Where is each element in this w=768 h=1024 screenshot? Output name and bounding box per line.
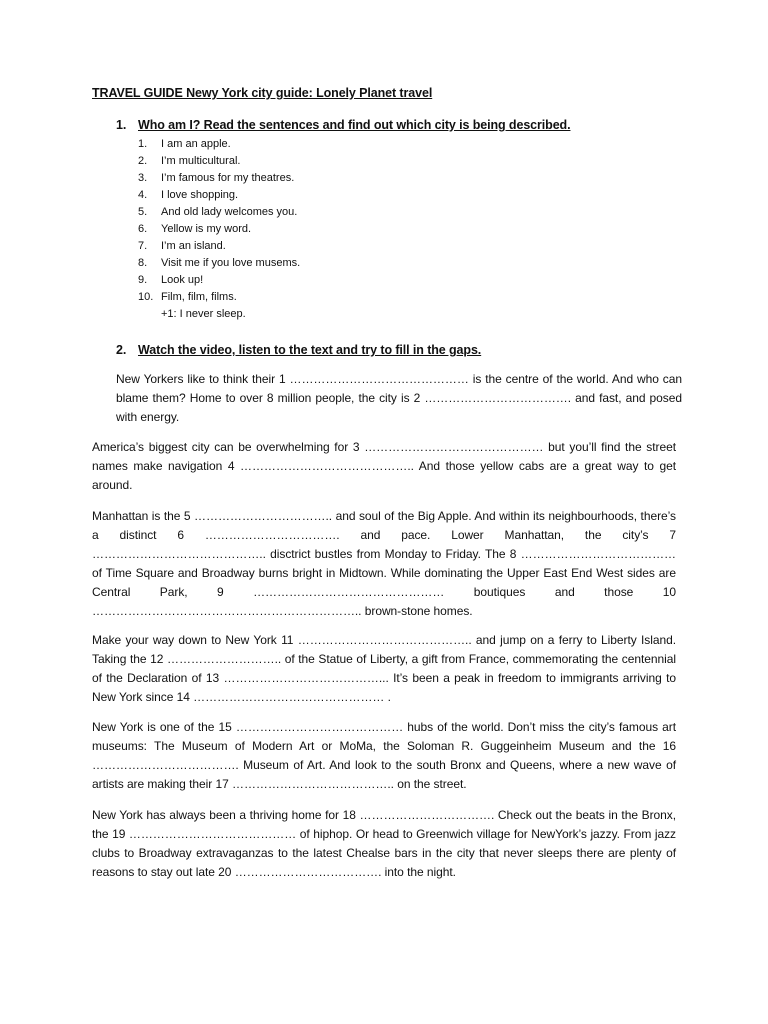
paragraph-2: America’s biggest city can be overwhelming for 3 ……………………………………… but you’ll find the street names make navigation 4 …………………………………….. And those yellow cabs are a great way to get around. <box>92 440 676 492</box>
paragraph-4: Make your way down to New York 11 …………………………………….. and jump on a ferry to Liberty Island. Taking the 12 ……………………….. of the Statue of Liberty, a gift from France, commemorating the centennial of the Declaration of 13 …………………………………... It’s been a peak in freedom to immigrants arriving to New York since 14 ………………………………………… . <box>92 633 676 704</box>
list-item: 4. I love shopping. <box>138 189 239 201</box>
section1-heading <box>116 118 570 132</box>
paragraph-5: New York is one of the 15 …………………………………… hubs of the world. Don’t miss the city’s famous art museums: The Museum of Modern Art or MoMa, the Soloman R. Guggeinheim Museum and the 16 ………………………………. Museum of Art. And look to the south Bronx and Queens, where a new wave of artists are making their 17 ………………………………….. on the street. <box>92 720 676 791</box>
paragraph-intro: New Yorkers like to think their 1 ……………………………………… is the centre of the world. And who can blame them? Home to over 8 million people, the city is 2 ………………………………. and fast, and posed with energy. <box>116 372 682 424</box>
list-item: 2. I’m multicultural. <box>138 155 241 167</box>
section2-heading <box>116 343 481 357</box>
list-item: 8. Visit me if you love musems. <box>138 257 301 269</box>
list-item: 9. Look up! <box>138 274 204 286</box>
paragraph-3: Manhattan is the 5 …………………………….. and soul of the Big Apple. And within its neighbourhoods, there’s a distinct 6 ……………………………. and pace. Lower Manhattan, the city’s 7 …………………………………….. disctrict bustles from Monday to Friday. The 8 ………………………………… of Time Square and Broadway burns bright in Midtown. While dominating the Upper East End West sides are Central Park, 9 ………………………………………… boutiques and those 10 ………………………………………………………….. brown-stone homes. <box>92 509 676 618</box>
list-item: 5. And old lady welcomes you. <box>138 206 298 218</box>
section2-heading-text: Watch the video, listen to the text and try to fill in the gaps. <box>138 343 482 357</box>
bonus-item: +1: I never sleep. <box>161 308 246 320</box>
section1-heading-text: Who am I? Read the sentences and find out which city is being described. <box>138 118 571 132</box>
section1-number: 1. <box>116 118 127 132</box>
list-item: 6. Yellow is my word. <box>138 223 252 235</box>
list-item: 3. I’m famous for my theatres. <box>138 172 295 184</box>
list-item: 10. Film, film, films. <box>138 291 237 303</box>
clue-list <box>138 136 300 323</box>
paragraph-6: New York has always been a thriving home for 18 ……………………………. Check out the beats in the Bronx, the 19 …………………………………… of hiphop. Or head to Greenwich village for NewYork’s jazzy. From jazz clubs to Broadway extravaganzas to the latest Chealse bars in the city that never sleeps there are plenty of reasons to stay out late 20 ………………………………. into the night. <box>92 808 676 879</box>
list-item: 7. I’m an island. <box>138 240 226 252</box>
section2-number: 2. <box>116 343 127 357</box>
list-item: 1. I am an apple. <box>138 138 231 150</box>
page-title: TRAVEL GUIDE Newy York city guide: Lonely Planet travel <box>92 86 433 100</box>
